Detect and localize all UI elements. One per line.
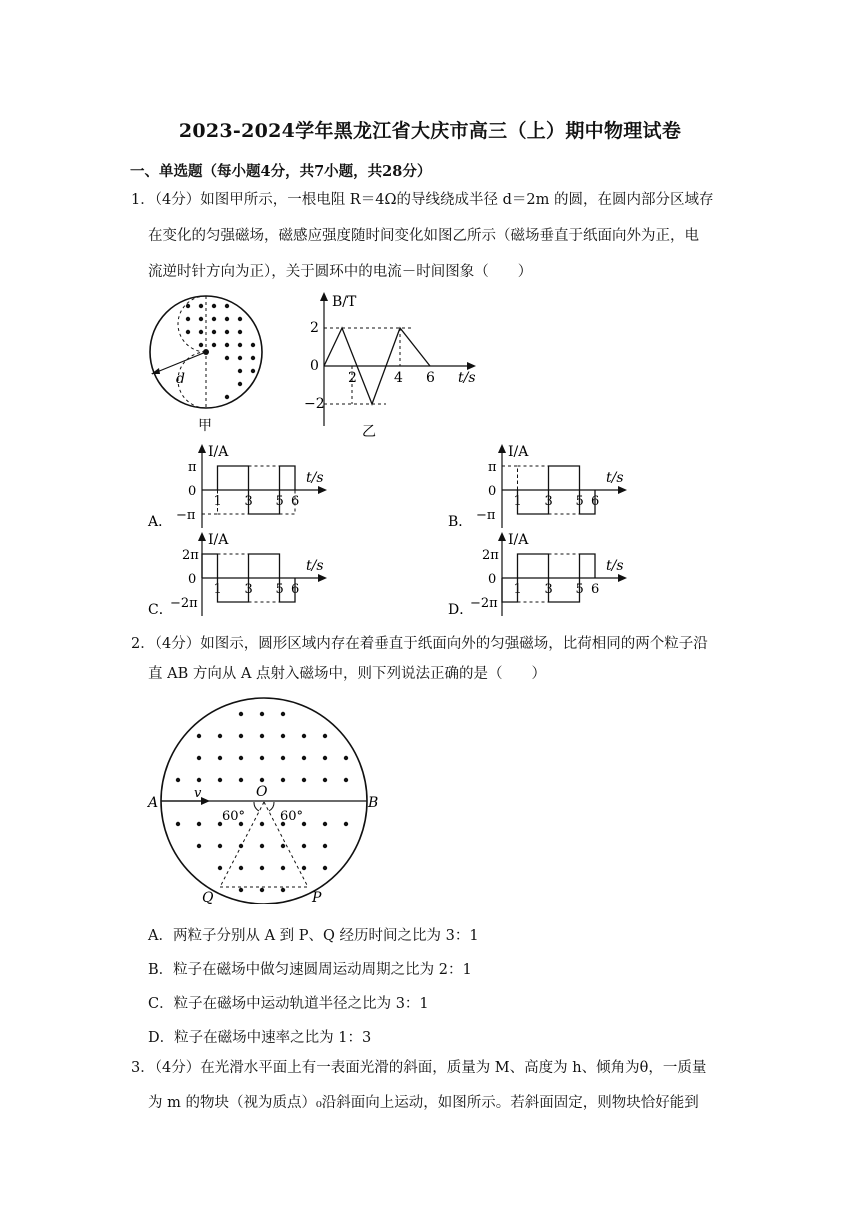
field-dot — [251, 356, 255, 360]
field-dot — [238, 382, 242, 386]
opt-zero-label: 0 — [188, 572, 197, 587]
q1-figure-yi — [302, 290, 492, 438]
field-dot — [281, 778, 285, 782]
option-letter: D． — [448, 602, 474, 618]
section-heading: 一、单选题（每小题4分，共7小题，共28分） — [130, 163, 432, 180]
field-dot — [238, 356, 242, 360]
field-dot — [186, 304, 190, 308]
field-dot — [239, 866, 243, 870]
field-dot — [323, 866, 327, 870]
field-dot — [238, 343, 242, 347]
field-dot — [239, 888, 243, 892]
field-dot — [218, 734, 222, 738]
opt-xtick: 3 — [544, 582, 553, 597]
q3-line-2: 为 m 的物块（视为质点）₀沿斜面向上运动，如图所示。若斜面固定，则物块恰好能到 — [148, 1095, 699, 1111]
option-c-graph[interactable] — [146, 528, 346, 620]
opt-dashed-segment — [249, 466, 280, 490]
opt-xlabel: t/s — [606, 470, 624, 486]
q2-figure — [144, 694, 394, 904]
opt-bottom-label: −2π — [470, 596, 498, 611]
field-dot — [197, 822, 201, 826]
field-dot — [239, 756, 243, 760]
field-dot — [239, 712, 243, 716]
opt-current-segment — [249, 554, 280, 578]
field-dot — [323, 756, 327, 760]
label-q: Q — [202, 890, 214, 904]
opt-top-label: π — [488, 460, 497, 475]
opt-xtick: 6 — [591, 582, 600, 597]
field-dot — [212, 343, 216, 347]
opt-xtick: 6 — [291, 494, 300, 509]
caption-yi: 乙 — [362, 424, 376, 438]
field-dot — [199, 317, 203, 321]
field-dot — [344, 756, 348, 760]
label-o: O — [256, 784, 268, 800]
yi-ylabel: B/T — [332, 294, 357, 310]
field-dot — [323, 822, 327, 826]
field-dot — [281, 888, 285, 892]
field-dot — [260, 712, 264, 716]
field-dot — [281, 844, 285, 848]
field-dot — [218, 844, 222, 848]
label-b: B — [368, 795, 379, 811]
field-dot — [344, 778, 348, 782]
opt-xtick: 3 — [244, 582, 253, 597]
opt-ylabel: I/A — [508, 532, 529, 548]
q2-option-b[interactable]: B．粒子在磁场中做匀速圆周运动周期之比为 2：1 — [148, 962, 472, 978]
yi-xlabel: t/s — [458, 370, 476, 386]
field-dot — [260, 778, 264, 782]
opt-current-segment — [518, 554, 549, 578]
q1-figure-jia — [140, 292, 280, 434]
field-dot — [302, 844, 306, 848]
label-v: v — [194, 786, 202, 801]
field-dot — [302, 756, 306, 760]
yi-tick-0: 0 — [310, 358, 319, 374]
field-dot — [225, 330, 229, 334]
opt-current-segment — [549, 466, 580, 490]
opt-xtick: 1 — [213, 494, 222, 509]
field-dot — [281, 756, 285, 760]
field-dot — [238, 330, 242, 334]
option-letter: B． — [448, 514, 473, 530]
field-dot — [212, 330, 216, 334]
q1-line-3: 流逆时针方向为正），关于圆环中的电流－时间图象（ ） — [148, 264, 533, 280]
field-dot — [186, 330, 190, 334]
field-dot — [199, 330, 203, 334]
opt-ylabel: I/A — [208, 444, 229, 460]
opt-current-segment — [202, 554, 218, 578]
field-dot — [197, 778, 201, 782]
field-dot — [212, 304, 216, 308]
field-dot — [238, 317, 242, 321]
opt-dashed-segment — [218, 554, 249, 578]
opt-dashed-segment — [502, 466, 518, 490]
field-dot — [302, 734, 306, 738]
field-dot — [218, 866, 222, 870]
opt-xtick: 5 — [575, 582, 584, 597]
opt-zero-label: 0 — [188, 484, 197, 499]
field-dot — [260, 756, 264, 760]
field-dot — [238, 369, 242, 373]
opt-bottom-label: −π — [176, 508, 196, 523]
opt-top-label: π — [188, 460, 197, 475]
field-dot — [239, 778, 243, 782]
opt-xtick: 5 — [275, 582, 284, 597]
field-dot — [199, 304, 203, 308]
field-dot — [218, 756, 222, 760]
label-a: A — [148, 795, 159, 811]
field-dot — [323, 844, 327, 848]
field-dot — [260, 844, 264, 848]
opt-xtick: 6 — [291, 582, 300, 597]
field-dot — [225, 343, 229, 347]
option-letter: A． — [148, 514, 173, 530]
q2-option-c[interactable]: C．粒子在磁场中运动轨道半径之比为 3：1 — [148, 996, 429, 1012]
field-dot — [323, 778, 327, 782]
option-b-graph[interactable] — [446, 440, 646, 532]
opt-dashed-segment — [518, 466, 549, 490]
option-d-graph[interactable] — [446, 528, 646, 620]
field-dot — [260, 822, 264, 826]
field-dot — [260, 866, 264, 870]
q2-option-a[interactable]: A．两粒子分别从 A 到 P、Q 经历时间之比为 3：1 — [148, 928, 479, 944]
q2-option-d[interactable]: D．粒子在磁场中速率之比为 1：3 — [148, 1030, 372, 1046]
field-dot — [344, 822, 348, 826]
label-60-right: 60° — [280, 809, 304, 824]
opt-ylabel: I/A — [208, 532, 229, 548]
field-dot — [197, 734, 201, 738]
opt-xtick: 1 — [513, 582, 522, 597]
field-dot — [225, 395, 229, 399]
field-dot — [225, 304, 229, 308]
opt-xtick: 5 — [275, 494, 284, 509]
opt-ylabel: I/A — [508, 444, 529, 460]
opt-current-segment — [218, 466, 249, 490]
q1-line-2: 在变化的匀强磁场，磁感应强度随时间变化如图乙所示（磁场垂直于纸面向外为正，电 — [148, 228, 699, 244]
yi-xtick-4: 4 — [394, 370, 403, 386]
field-dot — [176, 822, 180, 826]
option-letter: C． — [148, 602, 173, 618]
field-dot — [218, 778, 222, 782]
field-dot — [302, 866, 306, 870]
caption-jia: 甲 — [198, 418, 212, 434]
field-dot — [260, 888, 264, 892]
field-dot — [199, 343, 203, 347]
opt-xtick: 1 — [213, 582, 222, 597]
field-dot — [323, 734, 327, 738]
yi-tick-2: 2 — [310, 320, 319, 336]
label-60-left: 60° — [222, 809, 246, 824]
field-dot — [281, 734, 285, 738]
field-dot — [186, 317, 190, 321]
field-dot — [197, 844, 201, 848]
opt-top-label: 2π — [182, 548, 199, 563]
opt-zero-label: 0 — [488, 572, 497, 587]
field-dot — [197, 756, 201, 760]
label-p: P — [312, 890, 322, 904]
option-a-graph[interactable] — [146, 440, 346, 532]
opt-xlabel: t/s — [306, 558, 324, 574]
opt-dashed-segment — [549, 554, 580, 578]
opt-xtick: 6 — [591, 494, 600, 509]
opt-top-label: 2π — [482, 548, 499, 563]
yi-tick-neg2: −2 — [304, 396, 325, 412]
field-dot — [176, 778, 180, 782]
q3-line-1: 3．（4分）在光滑水平面上有一表面光滑的斜面，质量为 M、高度为 h、倾角为θ，一质量 — [131, 1060, 707, 1076]
field-dot — [225, 356, 229, 360]
yi-xtick-2: 2 — [348, 370, 357, 386]
page-title: 2023-2024学年黑龙江省大庆市高三（上）期中物理试卷 — [178, 120, 682, 142]
opt-zero-label: 0 — [488, 484, 497, 499]
field-dot — [251, 369, 255, 373]
opt-xtick: 3 — [544, 494, 553, 509]
q2-line-1: 2．（4分）如图示，圆形区域内存在着垂直于纸面向外的匀强磁场，比荷相同的两个粒子沿 — [131, 636, 708, 652]
field-dot — [281, 866, 285, 870]
field-dot — [239, 734, 243, 738]
opt-current-segment — [280, 466, 296, 490]
field-dot — [251, 343, 255, 347]
opt-xtick: 5 — [575, 494, 584, 509]
field-dot — [302, 778, 306, 782]
opt-current-segment — [580, 554, 596, 578]
field-dot — [225, 317, 229, 321]
opt-xtick: 1 — [513, 494, 522, 509]
opt-bottom-label: −π — [476, 508, 496, 523]
yi-xtick-6: 6 — [426, 370, 435, 386]
q1-line-1: 1．（4分）如图甲所示，一根电阻 R＝4Ω的导线绕成半径 d＝2m 的圆，在圆内部分区域存 — [131, 192, 714, 208]
opt-bottom-label: −2π — [170, 596, 198, 611]
opt-xlabel: t/s — [306, 470, 324, 486]
q2-line-2: 直 AB 方向从 A 点射入磁场中，则下列说法正确的是（ ） — [148, 666, 547, 682]
opt-xtick: 3 — [244, 494, 253, 509]
label-d: d — [176, 371, 185, 387]
field-dot — [281, 712, 285, 716]
field-dot — [260, 734, 264, 738]
field-dot — [212, 317, 216, 321]
opt-xlabel: t/s — [606, 558, 624, 574]
